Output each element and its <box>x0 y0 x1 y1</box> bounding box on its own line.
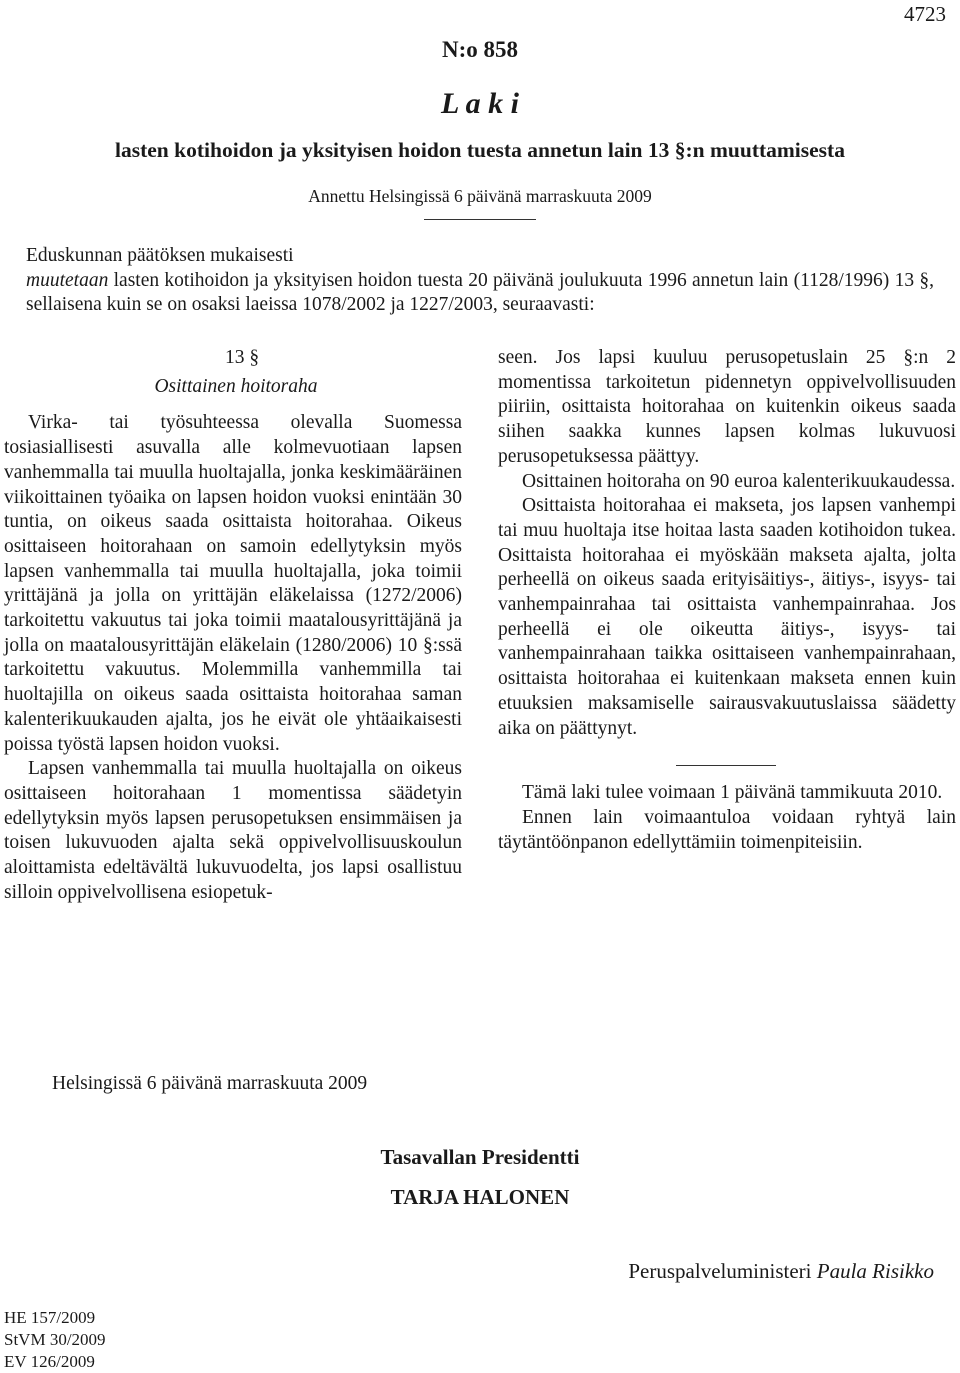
minister-name: Paula Risikko <box>816 1259 934 1283</box>
statute-number: N:o 858 <box>441 37 519 62</box>
president-name: TARJA HALONEN <box>390 1185 570 1209</box>
left-paragraph-2: Lapsen vanhemmalla tai muulla huoltajalla on oikeus osittaiseen hoitorahaan 1 momentissa säädetyin edellytyksin myös lapsen perusopetuksen ensimmäisen ja toisen lukuvuoden ajalta sekä oppivelvollisuuskoulun aloittamista edeltävältä lukuvuodelta, jos lapsi osallistuu silloin oppivelvollisena esiopetuk- <box>4 758 462 903</box>
preamble-amend <box>26 269 934 318</box>
amend-text: lasten kotihoidon ja yksityisen hoidon tuesta 20 päivänä joulukuuta 1996 annetun lain (1128/1996) 13 §, sellaisena kuin se on osaksi laeissa 1078/2002 ja 1227/2003, seuraavasti: <box>26 269 934 316</box>
reference-stvm: StVM 30/2009 <box>4 1330 106 1349</box>
right-paragraph-2: Osittainen hoitoraha on 90 euroa kalenterikuukaudessa. <box>522 470 956 492</box>
header-divider <box>424 219 536 220</box>
right-paragraph-4: Tämä laki tulee voimaan 1 päivänä tammikuuta 2010. <box>522 782 943 804</box>
page-number: 4723 <box>904 2 946 26</box>
entry-divider <box>676 765 776 766</box>
right-column <box>498 346 956 855</box>
given-line: Annettu Helsingissä 6 päivänä marraskuuta 2009 <box>308 186 652 206</box>
entry-divider-space <box>498 741 956 781</box>
right-paragraph-5: Ennen lain voimaantuloa voidaan ryhtyä lain täytäntöönpanon edellyttämiin toimenpiteisiin. <box>498 806 956 853</box>
minister-title: Peruspalveluministeri <box>628 1259 812 1283</box>
references <box>4 1307 106 1373</box>
reference-ev: EV 126/2009 <box>4 1352 95 1371</box>
section-number: 13 § <box>224 347 260 368</box>
law-heading: L a k i <box>440 87 520 120</box>
left-column <box>4 346 462 905</box>
minister-signature <box>628 1259 934 1284</box>
signing-place-date: Helsingissä 6 päivänä marraskuuta 2009 <box>52 1073 368 1094</box>
right-paragraph-1: seen. Jos lapsi kuuluu perusopetuslain 25 §:n 2 momentissa tarkoitetun pidennetyn oppivelvollisuuden piiriin, osittaista hoitorahaa on kuitenkin oikeus saada siihen saakka kunnes lapsen kolmas lukuvuosi perusopetuksessa päättyy. <box>498 347 956 467</box>
reference-he: HE 157/2009 <box>4 1308 96 1327</box>
preamble <box>26 244 934 318</box>
law-title: lasten kotihoidon ja yksityisen hoidon tuesta annetun lain 13 §:n muuttamisesta <box>115 138 845 162</box>
section-title: Osittainen hoitoraha <box>154 375 318 397</box>
preamble-line: Eduskunnan päätöksen mukaisesti <box>26 245 294 266</box>
right-paragraph-3: Osittaista hoitorahaa ei makseta, jos lapsen vanhempi tai muu huoltaja itse hoitaa lasta saaden kotihoidon tukea. Osittaista hoitorahaa ei myöskään makseta ajalta, jolta perheellä on oikeus saada erityisäitiys-, äitiys-, isyys- tai vanhempainrahaa tai osittaista vanhempainrahaa. Jos perheellä ei ole oikeutta äitiys-, isyys- tai vanhempainrahaan taikka osittaiseen vanhempainrahaan, osittaista hoitorahaa ei kuitenkaan makseta ennen kuin etuuksien maksamiselle sairausvakuutuslaissa säädetty aika on päättynyt. <box>498 495 956 739</box>
amend-word: muutetaan <box>26 269 109 291</box>
president-title: Tasavallan Presidentti <box>380 1145 580 1169</box>
left-paragraph-1: Virka- tai työsuhteessa olevalla Suomessa tosiasiallisesti asuvalla alle kolmevuotiaan lapsen vanhemmalla tai muulla huoltajalla, jonka keskimääräinen viikoittainen työaika on lapsen hoidon vuoksi enintään 30 tuntia, on oikeus saada osittaista hoitorahaa. Oikeus osittaiseen hoitorahaan on samoin edellytyksin myös lapsen vanhemmalla tai muulla huoltajalla, joka toimii yrittäjänä ja jolla on yrittäjän eläkelaissa (1272/2006) tarkoitettu vakuutus tai joka toimii maatalousyrittäjänä ja jolla on maatalousyrittäjän eläkelain (1280/2006) 10 §:ssä tarkoitettu vakuutus. Molemmilla vanhemmilla tai huoltajilla on oikeus saada osittaista hoitorahaa saman kalenterikuukauden ajalta, jos he eivät ole yhtäaikaisesti poissa työstä lapsen hoidon vuoksi. <box>4 412 462 755</box>
